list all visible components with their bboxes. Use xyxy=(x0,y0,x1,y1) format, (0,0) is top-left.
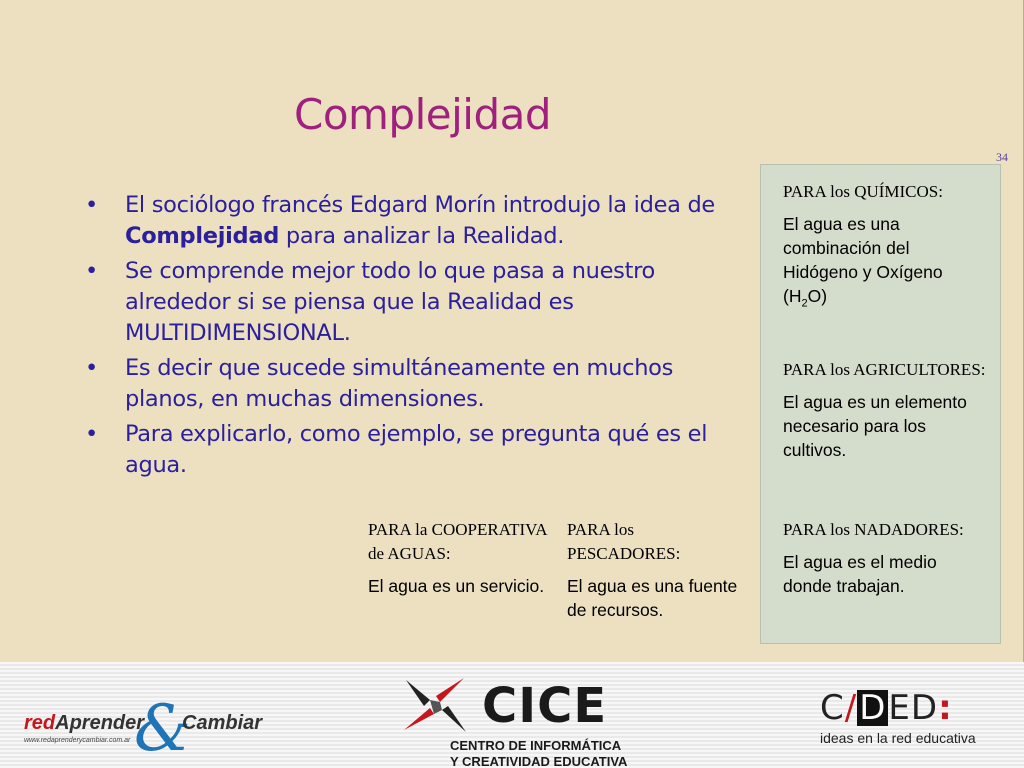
bullet-list xyxy=(85,190,745,485)
box-agricultores xyxy=(783,358,988,462)
bullet-text-bold: Complejidad xyxy=(125,223,280,249)
box-pescadores xyxy=(567,518,747,622)
box-nadadores xyxy=(783,518,988,598)
bullet-item xyxy=(85,353,745,415)
bullet-item xyxy=(85,419,745,481)
cice-subtitle-line1: CENTRO DE INFORMÁTICA xyxy=(450,738,622,753)
box-heading: PARA los PESCADORES: xyxy=(567,520,681,563)
cded-wordmark: C/DED: xyxy=(820,688,953,728)
box-body: El agua es un servicio. xyxy=(368,576,545,596)
redaprender-logo xyxy=(24,692,263,766)
cded-logo xyxy=(820,688,976,746)
bullet-text: Es decir que sucede simultáneamente en muchos planos, en muchas dimensiones. xyxy=(125,355,674,412)
page-number: 34 xyxy=(996,150,1008,164)
box-heading: PARA los QUÍMICOS: xyxy=(783,182,943,201)
bullet-item xyxy=(85,190,745,252)
box-body: El agua es una fuente de recursos. xyxy=(567,576,738,620)
redaprender-url: www.redaprenderycambiar.com.ar xyxy=(24,737,131,744)
box-heading: PARA los AGRICULTORES: xyxy=(783,360,986,379)
box-heading: PARA la COOPERATIVA de AGUAS: xyxy=(368,520,547,563)
box-cooperativa xyxy=(368,518,548,598)
subscript: 2 xyxy=(801,297,808,310)
box-body xyxy=(783,212,988,316)
cice-subtitle-line2: Y CREATIVIDAD EDUCATIVA xyxy=(450,754,628,768)
footer xyxy=(0,662,1024,768)
cice-arrows-icon xyxy=(400,672,470,738)
box-quimicos xyxy=(783,180,988,316)
redaprender-wordmark: redAprender xyxy=(24,712,145,734)
box-body-text: El agua es una combinación del Hidógeno y Oxígeno (H xyxy=(783,214,943,306)
slide-title: Complejidad xyxy=(294,90,551,139)
cded-tagline: ideas en la red educativa xyxy=(820,730,976,746)
bullet-item xyxy=(85,256,745,349)
box-body: El agua es un elemento necesario para los cultivos. xyxy=(783,392,967,460)
box-body: El agua es el medio donde trabajan. xyxy=(783,552,937,596)
bullet-dot-icon: • xyxy=(85,421,98,447)
bullet-text-before: El sociólogo francés Edgard Morín introdujo la idea de xyxy=(125,192,715,218)
bullet-dot-icon: • xyxy=(85,192,98,218)
cice-wordmark: CICE xyxy=(482,678,608,734)
bullet-text: Para explicarlo, como ejemplo, se pregunta qué es el agua. xyxy=(125,421,708,478)
bullet-text: Se comprende mejor todo lo que pasa a nuestro alrededor si se piensa que la Realidad es MULTIDIMENSIONAL. xyxy=(125,258,656,346)
ampersand-icon: & xyxy=(134,692,191,766)
box-body-text-end: O) xyxy=(807,286,828,306)
bullet-dot-icon: • xyxy=(85,355,98,381)
cambiar-wordmark: Cambiar xyxy=(182,712,263,734)
bullet-text-after: para analizar la Realidad. xyxy=(279,223,565,249)
bullet-dot-icon: • xyxy=(85,258,98,284)
box-heading: PARA los NADADORES: xyxy=(783,520,964,539)
